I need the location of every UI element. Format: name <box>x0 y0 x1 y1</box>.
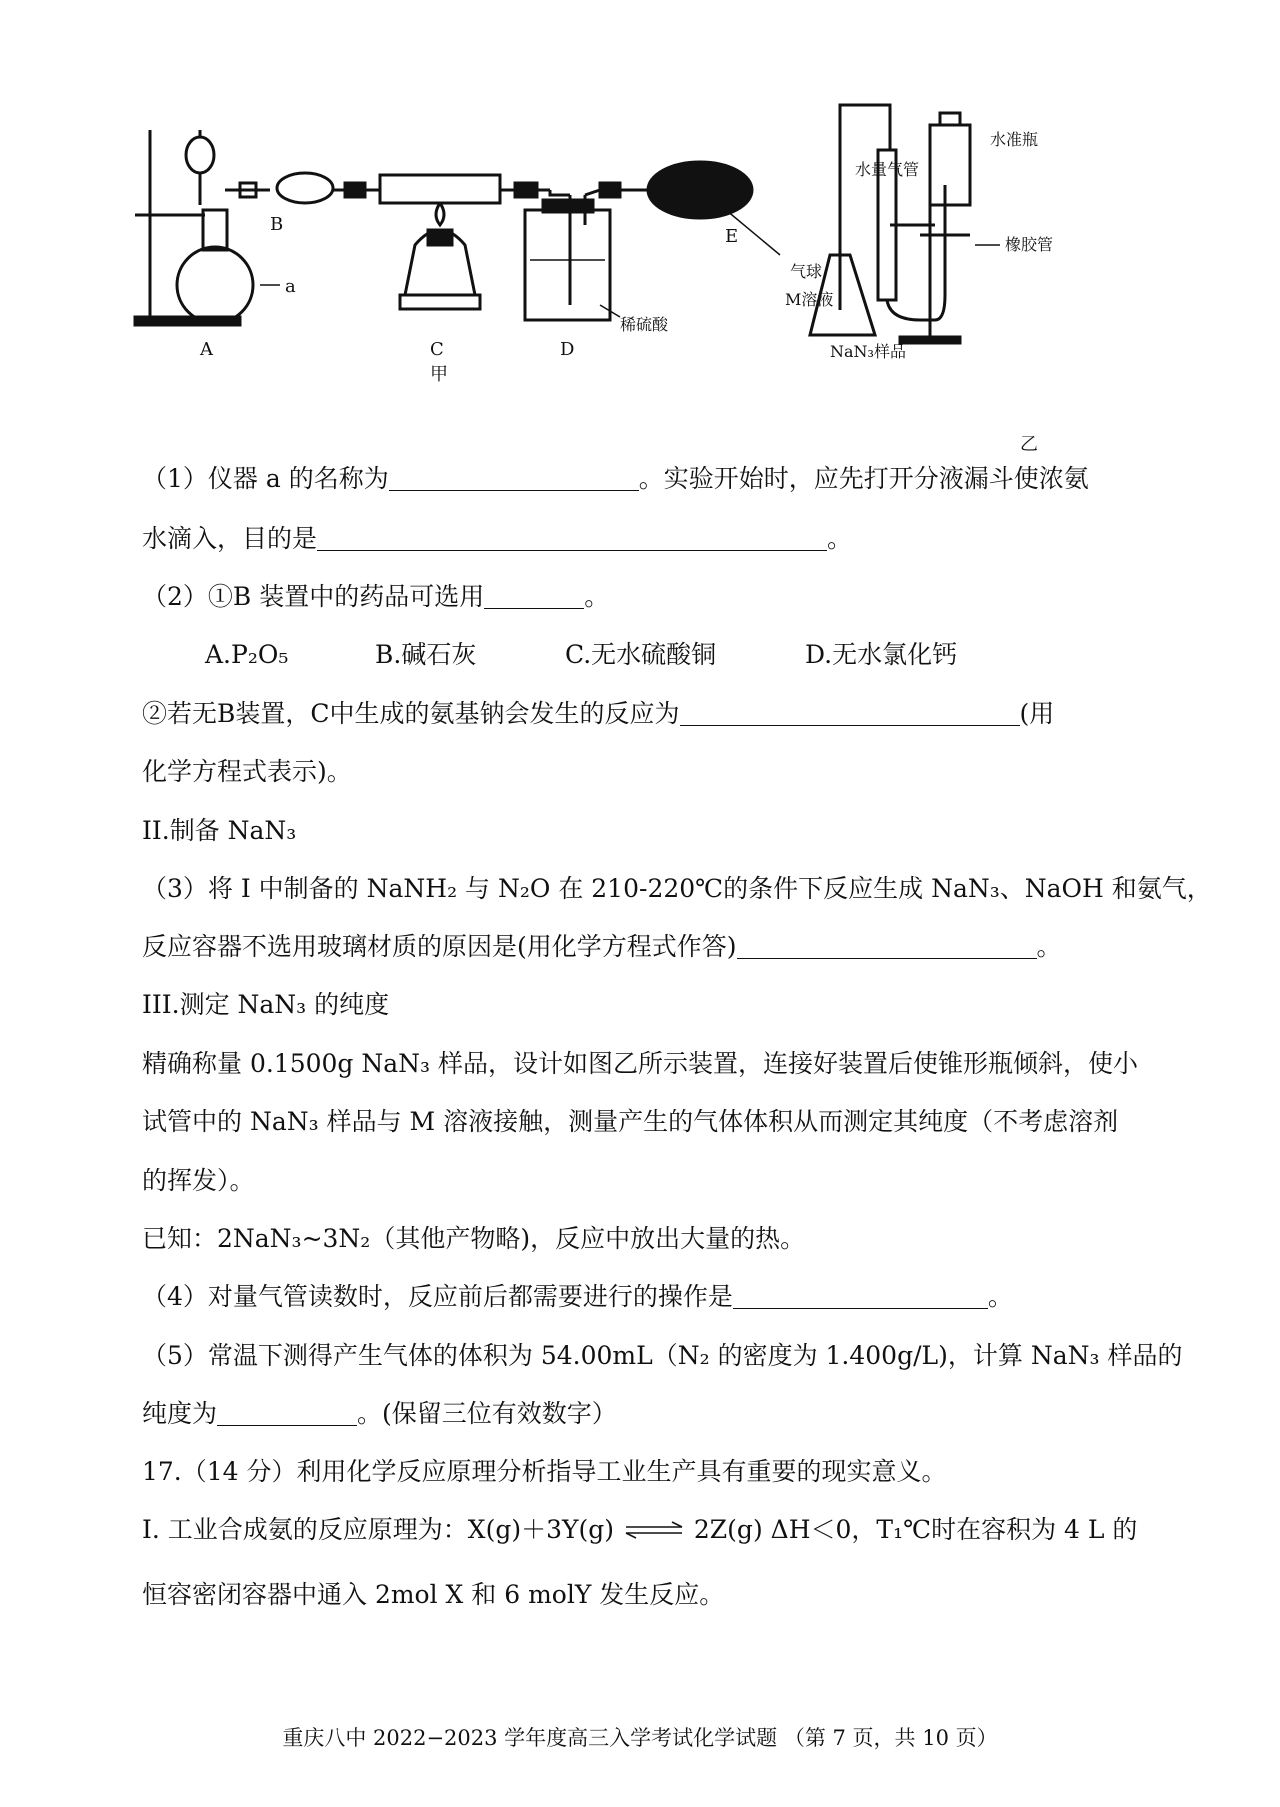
section3-p3: 的挥发）。 <box>142 1166 255 1195</box>
section2-title: II.制备 NaN₃ <box>142 816 297 845</box>
label-jia: 甲 <box>430 364 448 385</box>
q17-p1: Ⅰ. 工业合成氨的反应原理为：X(g)＋3Y(g) 2Z(g) ΔH＜0，T₁℃时在容积为 4 L 的 <box>142 1515 1138 1544</box>
q3-line2: 反应容器不选用玻璃材质的原因是(用化学方程式作答) 。 <box>142 932 1062 961</box>
section3-p1: 精确称量 0.1500g NaN₃ 样品，设计如图乙所示装置，连接好装置后使锥形瓶倾斜，使小 <box>142 1049 1138 1078</box>
option-d[interactable]: D.无水氯化钙 <box>805 640 958 669</box>
label-m-solution: M溶液 <box>785 290 834 309</box>
label-dilute-acid: 稀硫酸 <box>620 315 669 334</box>
q5-line2: 纯度为 。(保留三位有效数字） <box>142 1399 617 1428</box>
section3-known: 已知：2NaN₃~3N₂（其他产物略)，反应中放出大量的热。 <box>142 1224 806 1253</box>
label-C: C <box>430 339 444 360</box>
q1-blank-2[interactable] <box>317 524 827 551</box>
label-E: E <box>725 226 739 247</box>
q17-p2: 恒容密闭容器中通入 2mol X 和 6 molY 发生反应。 <box>142 1580 725 1609</box>
label-rubber-tube: 橡胶管 <box>1005 235 1054 254</box>
option-a[interactable]: A.P₂O₅ <box>205 640 289 669</box>
label-balloon: 气球 <box>790 262 823 281</box>
q4-blank[interactable] <box>733 1282 988 1309</box>
label-D: D <box>560 339 575 360</box>
q2-blank-2[interactable] <box>680 699 1020 726</box>
label-a: a <box>285 276 296 297</box>
q1-blank-1[interactable] <box>389 464 639 491</box>
equilibrium-arrow-icon <box>622 1520 686 1540</box>
option-b[interactable]: B.碱石灰 <box>375 640 477 669</box>
label-B: B <box>270 214 284 235</box>
option-c[interactable]: C.无水硫酸铜 <box>565 640 717 669</box>
label-level-bottle: 水准瓶 <box>990 130 1039 149</box>
q1-line1: （1）仪器 a 的名称为 。实验开始时，应先打开分液漏斗使浓氨 <box>142 464 1089 493</box>
q3-blank[interactable] <box>737 932 1037 959</box>
section3-p2: 试管中的 NaN₃ 样品与 M 溶液接触，测量产生的气体体积从而测定其纯度（不考虑溶剂 <box>142 1107 1119 1136</box>
q2-line1: （2）①B 装置中的药品可选用 。 <box>142 582 610 611</box>
q17-intro: 17.（14 分）利用化学反应原理分析指导工业生产具有重要的现实意义。 <box>142 1457 947 1486</box>
apparatus-figure <box>130 95 1170 455</box>
q2-blank-1[interactable] <box>484 582 584 609</box>
label-yi: 乙 <box>1020 434 1038 455</box>
q2-line3: 化学方程式表示)。 <box>142 757 352 786</box>
page-footer: 重庆八中 2022−2023 学年度高三入学考试化学试题 （第 7 页，共 10 页） <box>282 1726 998 1750</box>
q2-line2: ②若无B装置，C中生成的氨基钠会发生的反应为 (用 <box>142 699 1055 728</box>
q5-blank[interactable] <box>217 1399 357 1426</box>
q2-options <box>205 638 957 672</box>
label-sample: NaN₃样品 <box>830 342 906 361</box>
q5-line1: （5）常温下测得产生气体的体积为 54.00mL（N₂ 的密度为 1.400g/L)，计算 NaN₃ 样品的 <box>142 1341 1183 1370</box>
q1-line2: 水滴入，目的是 。 <box>142 524 853 553</box>
q3-line1: （3）将 I 中制备的 NaNH₂ 与 N₂O 在 210-220℃的条件下反应生成 NaN₃、NaOH 和氨气， <box>142 874 1212 903</box>
section3-title: III.测定 NaN₃ 的纯度 <box>142 990 390 1019</box>
q4-line: （4）对量气管读数时，反应前后都需要进行的操作是 。 <box>142 1282 1013 1311</box>
label-A: A <box>200 339 213 360</box>
label-burette: 水量气管 <box>855 160 920 179</box>
